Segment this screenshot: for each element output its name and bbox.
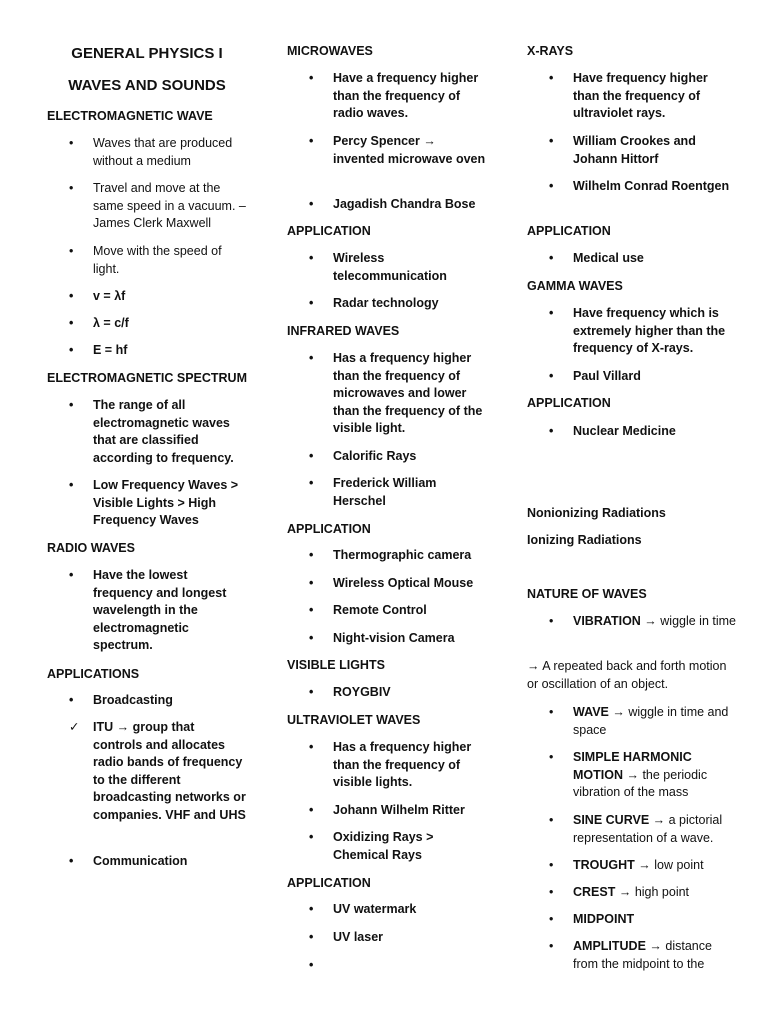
bullet-icon: •	[69, 693, 74, 707]
list-item: • CREST → high point	[527, 884, 737, 902]
list-item: • Medical use	[527, 250, 737, 268]
bullet-icon: •	[309, 251, 314, 265]
nonionizing-radiations: Nonionizing Radiations	[527, 506, 666, 520]
list-item: • Move with the speed of light.	[69, 244, 222, 276]
heading-radio-waves: RADIO WAVES	[47, 541, 135, 555]
bullet-icon: •	[309, 685, 314, 699]
bullet-icon: •	[309, 449, 314, 463]
list-item: • SIMPLE HARMONIC MOTION → the periodic vibration of the mass	[549, 750, 708, 799]
page-subtitle: WAVES AND SOUNDS	[68, 77, 226, 94]
list-item: • Have frequency higher than the frequency of ultraviolet rays.	[549, 71, 708, 120]
list-item: • Radar technology	[287, 295, 487, 313]
heading-application: APPLICATION	[527, 396, 611, 410]
list-item: • Have the lowest frequency and longest wavelength in the electromagnetic spectrum.	[69, 568, 227, 652]
bullet-icon: •	[69, 343, 74, 357]
bullet-icon: •	[549, 251, 554, 265]
bullet-icon: •	[69, 136, 74, 150]
heading-application: APPLICATION	[287, 522, 371, 536]
bullet-icon: •	[549, 71, 554, 85]
bullet-icon: •	[549, 614, 554, 628]
heading-nature-of-waves: NATURE OF WAVES	[527, 587, 647, 601]
list-item: • UV laser	[287, 929, 487, 947]
nature-note: → A repeated back and forth motion or oscillation of an object.	[527, 659, 727, 691]
list-item: • Night-vision Camera	[287, 630, 487, 648]
list-item: • UV watermark	[287, 901, 487, 919]
list-item: • The range of all electromagnetic waves that are classified according to frequency.	[69, 398, 234, 465]
bullet-icon: •	[549, 424, 554, 438]
list-item: • MIDPOINT	[527, 911, 737, 929]
bullet-icon: •	[549, 179, 554, 193]
list-item: • Has a frequency higher than the frequency of microwaves and lower than the frequency of the visible light.	[309, 351, 483, 435]
list-item: • Waves that are produced without a medium	[69, 136, 233, 168]
list-item: • William Crookes and Johann Hittorf	[549, 134, 696, 166]
list-item: • TROUGHT → low point	[527, 857, 737, 875]
bullet-icon: •	[549, 813, 554, 827]
list-item: • WAVE → wiggle in time and space	[549, 705, 729, 737]
heading-applications: APPLICATIONS	[47, 667, 140, 681]
heading-application: APPLICATION	[287, 876, 371, 890]
list-item: • λ = c/f	[47, 315, 247, 333]
list-item: • Communication	[47, 853, 247, 871]
bullet-icon: •	[549, 858, 554, 872]
bullet-icon: •	[549, 369, 554, 383]
bullet-icon: •	[549, 705, 554, 719]
list-item: • Oxidizing Rays > Chemical Rays	[309, 830, 434, 862]
bullet-icon: •	[309, 576, 314, 590]
heading-application: APPLICATION	[527, 224, 611, 238]
bullet-icon: •	[309, 803, 314, 817]
bullet-icon: •	[69, 854, 74, 868]
bullet-icon: •	[549, 912, 554, 926]
bullet-icon: •	[309, 296, 314, 310]
bullet-icon: •	[309, 958, 314, 972]
list-item: • Has a frequency higher than the frequency of visible lights.	[309, 740, 472, 789]
bullet-icon: •	[309, 902, 314, 916]
bullet-icon: •	[309, 548, 314, 562]
bullet-icon: •	[549, 939, 554, 953]
list-item: • SINE CURVE → a pictorial representation of a wave.	[549, 813, 723, 845]
heading-gamma-waves: GAMMA WAVES	[527, 279, 623, 293]
list-item: • Wilhelm Conrad Roentgen	[527, 178, 737, 196]
list-item: • Percy Spencer → invented microwave oven	[309, 134, 486, 166]
bullet-icon: •	[549, 134, 554, 148]
bullet-icon: •	[549, 306, 554, 320]
heading-electromagnetic-spectrum: ELECTROMAGNETIC SPECTRUM	[47, 371, 247, 385]
bullet-icon: •	[309, 603, 314, 617]
list-item: • Calorific Rays	[287, 448, 487, 466]
list-item: • AMPLITUDE → distance from the midpoint to the	[549, 939, 712, 971]
list-item: • Wireless Optical Mouse	[287, 575, 487, 593]
bullet-icon: •	[309, 740, 314, 754]
list-item: • Johann Wilhelm Ritter	[287, 802, 487, 820]
bullet-icon: •	[309, 930, 314, 944]
ionizing-radiations: Ionizing Radiations	[527, 533, 642, 547]
heading-visible-lights: VISIBLE LIGHTS	[287, 658, 385, 672]
list-item: • Wireless telecommunication	[309, 251, 447, 283]
heading-application: APPLICATION	[287, 224, 371, 238]
bullet-icon: •	[309, 134, 314, 148]
bullet-icon: •	[549, 885, 554, 899]
bullet-icon: •	[309, 71, 314, 85]
bullet-icon: •	[69, 289, 74, 303]
heading-infrared-waves: INFRARED WAVES	[287, 324, 400, 338]
bullet-icon: •	[69, 316, 74, 330]
list-item: • Travel and move at the same speed in a vacuum. – James Clerk Maxwell	[69, 181, 246, 230]
list-item: • Broadcasting	[47, 692, 247, 710]
list-item: • Thermographic camera	[287, 547, 487, 565]
bullet-icon: •	[309, 197, 314, 211]
page-title: GENERAL PHYSICS I	[71, 45, 223, 62]
bullet-icon: •	[69, 244, 74, 258]
list-item: • Have frequency which is extremely higher than the frequency of X-rays.	[549, 306, 726, 355]
list-item: ✓ ITU → group that controls and allocates radio bands of frequency to the different broadcasting networks or companies. VHF and UHS	[69, 720, 246, 822]
list-item: • Jagadish Chandra Bose	[287, 196, 487, 214]
bullet-icon: •	[69, 568, 74, 582]
heading-microwaves: MICROWAVES	[287, 44, 373, 58]
bullet-icon: •	[309, 476, 314, 490]
heading-ultraviolet-waves: ULTRAVIOLET WAVES	[287, 713, 421, 727]
heading-electromagnetic-wave: ELECTROMAGNETIC WAVE	[47, 109, 213, 123]
list-item: • Nuclear Medicine	[527, 423, 737, 441]
checkmark-icon: ✓	[69, 720, 80, 734]
list-item: • Low Frequency Waves > Visible Lights > High Frequency Waves	[69, 478, 239, 527]
bullet-icon: •	[549, 750, 554, 764]
bullet-icon: •	[309, 351, 314, 365]
list-item: • VIBRATION → wiggle in time	[527, 613, 737, 631]
list-item: • Frederick William Herschel	[309, 476, 437, 508]
list-item: • v = λf	[47, 288, 247, 306]
list-item: • ROYGBIV	[287, 684, 487, 702]
list-item: • Have a frequency higher than the frequency of radio waves.	[309, 71, 479, 120]
list-item: • Paul Villard	[527, 368, 737, 386]
bullet-icon: •	[309, 631, 314, 645]
bullet-icon: •	[309, 830, 314, 844]
heading-x-rays: X-RAYS	[527, 44, 574, 58]
list-item: • E = hf	[47, 342, 247, 360]
bullet-icon: •	[69, 478, 74, 492]
bullet-icon: •	[69, 398, 74, 412]
bullet-icon: •	[69, 181, 74, 195]
list-item: • Remote Control	[287, 602, 487, 620]
